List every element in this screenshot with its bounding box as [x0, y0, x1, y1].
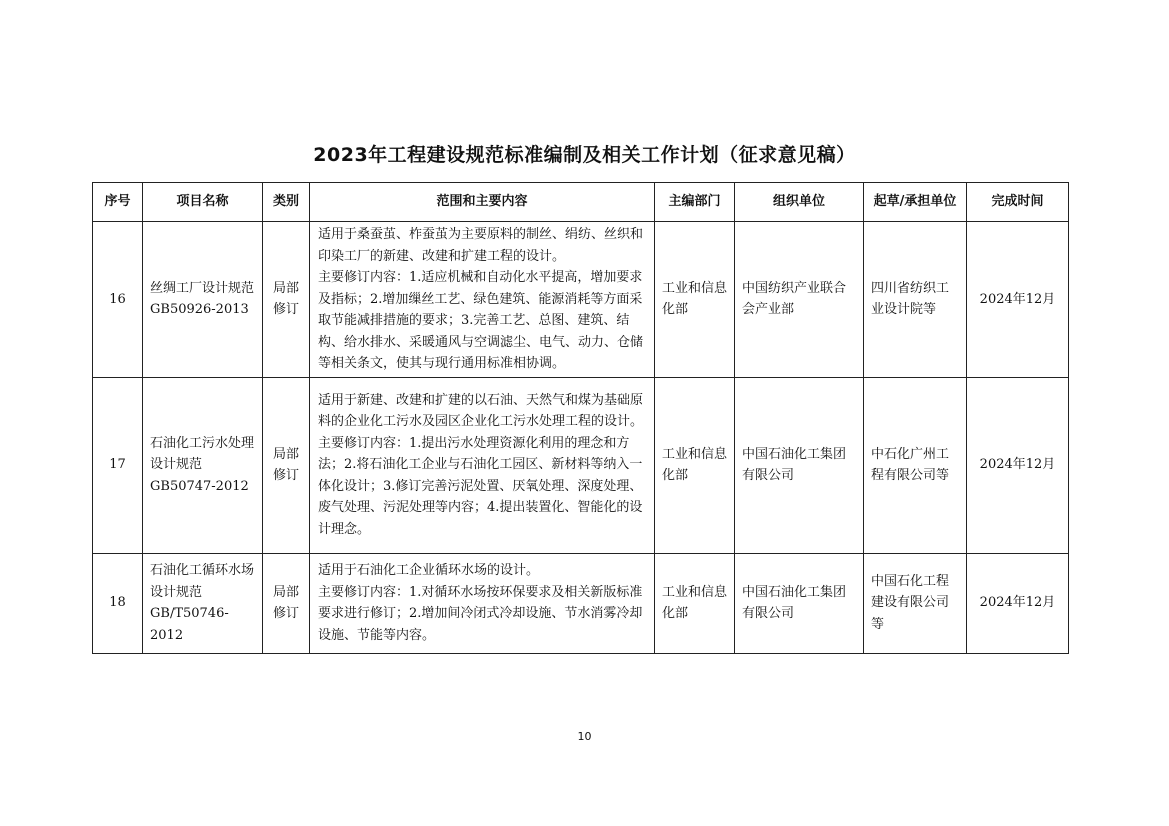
scope-revisions: 主要修订内容：1.适应机械和自动化水平提高，增加要求及指标；2.增加缫丝工艺、绿色建筑、能源消耗等方面采取节能减排措施的要求；3.完善工艺、总图、建筑、结构、给水排水、采暖通风与空调滤尘、电气、动力、仓储等相关条文，使其与现行通用标准相协调。: [318, 270, 644, 371]
cell-name: 石油化工污水处理设计规范 GB50747-2012: [143, 377, 263, 553]
cell-name: 石油化工循环水场设计规范 GB/T50746-2012: [143, 553, 263, 653]
table-row: [93, 377, 1069, 553]
cell-seq: 18: [93, 553, 143, 653]
header-seq: 序号: [93, 183, 143, 222]
cell-category: 局部修订: [263, 377, 310, 553]
cell-deadline: 2024年12月: [967, 377, 1069, 553]
cell-dept: 工业和信息化部: [655, 377, 735, 553]
header-category: 类别: [263, 183, 310, 222]
cell-org: 中国石油化工集团有限公司: [735, 553, 864, 653]
table-row: [93, 222, 1069, 378]
header-org: 组织单位: [735, 183, 864, 222]
cell-scope: [310, 222, 655, 378]
cell-seq: 17: [93, 377, 143, 553]
cell-scope: [310, 377, 655, 553]
header-deadline: 完成时间: [967, 183, 1069, 222]
scope-applicability: 适用于石油化工企业循环水场的设计。: [318, 563, 540, 578]
cell-org: 中国纺织产业联合会产业部: [735, 222, 864, 378]
document-title: 2023年工程建设规范标准编制及相关工作计划（征求意见稿）: [313, 144, 856, 166]
scope-revisions: 主要修订内容：1.对循环水场按环保要求及相关新版标准要求进行修订；2.增加间冷闭式冷却设施、节水消雾冷却设施、节能等内容。: [318, 584, 643, 643]
scope-revisions: 主要修订内容：1.提出污水处理资源化利用的理念和方法；2.将石油化工企业与石油化工园区、新材料等纳入一体化设计；3.修订完善污泥处置、厌氧处理、深度处理、废气处理、污泥处理等内容；4.提出装置化、智能化的设计理念。: [318, 435, 643, 537]
header-scope: 范围和主要内容: [310, 183, 655, 222]
cell-category: 局部修订: [263, 553, 310, 653]
cell-seq: 16: [93, 222, 143, 378]
page-number: 10: [577, 730, 592, 743]
cell-drafter: 中国石化工程建设有限公司等: [864, 553, 967, 653]
cell-dept: 工业和信息化部: [655, 553, 735, 653]
header-name: 项目名称: [143, 183, 263, 222]
work-plan-table: [92, 182, 1069, 654]
cell-deadline: 2024年12月: [967, 222, 1069, 378]
cell-org: 中国石油化工集团有限公司: [735, 377, 864, 553]
header-dept: 主编部门: [655, 183, 735, 222]
cell-dept: 工业和信息化部: [655, 222, 735, 378]
cell-name: 丝绸工厂设计规范 GB50926-2013: [143, 222, 263, 378]
table-header-row: [93, 183, 1069, 222]
table-row: [93, 553, 1069, 653]
cell-drafter: 中石化广州工程有限公司等: [864, 377, 967, 553]
cell-category: 局部修订: [263, 222, 310, 378]
cell-deadline: 2024年12月: [967, 553, 1069, 653]
header-drafter: 起草/承担单位: [864, 183, 967, 222]
cell-scope: [310, 553, 655, 653]
cell-drafter: 四川省纺织工业设计院等: [864, 222, 967, 378]
scope-applicability: 适用于新建、改建和扩建的以石油、天然气和煤为基础原料的企业化工污水及园区企业化工污水处理工程的设计。: [318, 392, 644, 430]
scope-applicability: 适用于桑蚕茧、柞蚕茧为主要原料的制丝、绢纺、丝织和印染工厂的新建、改建和扩建工程的设计。: [318, 227, 644, 264]
